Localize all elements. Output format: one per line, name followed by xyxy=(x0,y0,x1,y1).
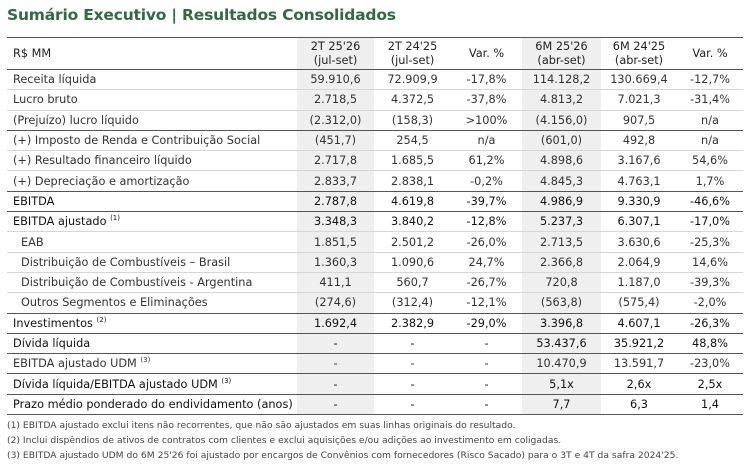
row-value: 4.607,1 xyxy=(601,313,677,333)
row-value: 2.713,5 xyxy=(522,232,601,252)
row-label: (Prejuízo) lucro líquido xyxy=(7,110,297,130)
row-value: 907,5 xyxy=(601,110,677,130)
row-value: 7.021,3 xyxy=(601,90,677,110)
footnote-3: (3) EBITDA ajustado UDM do 6M 25'26 foi ajustado por encargos de Convênios com fornecedores (Risco Sacado) para o 3T e 4T da safra 2024'25. xyxy=(7,450,679,462)
table-row xyxy=(7,354,743,374)
row-label: EAB xyxy=(7,232,297,252)
footnote-1: (1) EBITDA ajustado exclui itens não recorrentes, que não são ajustados em suas linhas originais do resultado. xyxy=(7,420,516,431)
row-value: 1.685,5 xyxy=(374,151,451,171)
row-value: 2.064,9 xyxy=(601,252,677,272)
row-value: 3.396,8 xyxy=(522,313,601,333)
table-row xyxy=(7,313,743,333)
row-value: - xyxy=(297,354,374,374)
table-row xyxy=(7,90,743,110)
header-6m2526: 6M 25'26 (abr-set) xyxy=(522,38,601,70)
page-title: Sumário Executivo | Resultados Consolidados xyxy=(7,6,396,24)
row-value: -26,0% xyxy=(451,232,522,252)
row-value: (312,4) xyxy=(374,293,451,313)
row-value: 9.330,9 xyxy=(601,191,677,211)
row-value: -31,4% xyxy=(677,90,743,110)
row-value: 61,2% xyxy=(451,151,522,171)
row-value: - xyxy=(374,374,451,394)
row-value: 130.669,4 xyxy=(601,70,677,90)
row-value: >100% xyxy=(451,110,522,130)
header-var-quarter: Var. % xyxy=(451,38,522,70)
row-value: 6.307,1 xyxy=(601,212,677,232)
row-value: 54,6% xyxy=(677,151,743,171)
row-value: - xyxy=(451,374,522,394)
header-unit: R$ MM xyxy=(7,38,297,70)
row-value: 6,3 xyxy=(601,394,677,414)
row-value: -17,0% xyxy=(677,212,743,232)
row-value: -26,3% xyxy=(677,313,743,333)
row-value: 3.840,2 xyxy=(374,212,451,232)
row-value: 1,4 xyxy=(677,394,743,414)
row-value: 48,8% xyxy=(677,333,743,353)
row-value: 411,1 xyxy=(297,272,374,292)
row-value: 53.437,6 xyxy=(522,333,601,353)
row-value: - xyxy=(374,394,451,414)
header-var-semester: Var. % xyxy=(677,38,743,70)
row-value: 4.372,5 xyxy=(374,90,451,110)
row-label: Lucro bruto xyxy=(7,90,297,110)
row-value: - xyxy=(297,394,374,414)
row-value: 72.909,9 xyxy=(374,70,451,90)
row-value: (2.312,0) xyxy=(297,110,374,130)
row-value: 3.630,6 xyxy=(601,232,677,252)
row-value: 2.366,8 xyxy=(522,252,601,272)
row-value: 4.763,1 xyxy=(601,171,677,191)
row-value: -12,8% xyxy=(451,212,522,232)
row-value: -12,1% xyxy=(451,293,522,313)
row-value: - xyxy=(374,354,451,374)
row-value: 59.910,6 xyxy=(297,70,374,90)
row-value: -26,7% xyxy=(451,272,522,292)
footnote-2: (2) Inclui dispêndios de ativos de contratos com clientes e exclui aquisições e/ou adições ao investimento em coligadas. xyxy=(7,435,562,447)
row-value: 560,7 xyxy=(374,272,451,292)
row-value: 2.787,8 xyxy=(297,191,374,211)
row-value: -23,0% xyxy=(677,354,743,374)
row-value: -12,7% xyxy=(677,70,743,90)
row-value: 2,5x xyxy=(677,374,743,394)
table-header-row xyxy=(7,38,743,70)
header-6m2425: 6M 24'25 (abr-set) xyxy=(601,38,677,70)
table-row xyxy=(7,333,743,353)
results-table xyxy=(7,37,743,415)
row-label: Dívida líquida/EBITDA ajustado UDM $^{(3)}$ xyxy=(7,374,297,394)
footnotes xyxy=(7,418,678,464)
row-value: -2,0% xyxy=(677,293,743,313)
row-label: Outros Segmentos e Eliminações xyxy=(7,293,297,313)
row-value: 3.348,3 xyxy=(297,212,374,232)
row-value: 13.591,7 xyxy=(601,354,677,374)
row-value: 2.382,9 xyxy=(374,313,451,333)
table-row xyxy=(7,191,743,211)
row-value: (601,0) xyxy=(522,130,601,150)
table-row xyxy=(7,70,743,90)
row-value: 5.237,3 xyxy=(522,212,601,232)
table-row xyxy=(7,130,743,150)
row-label: Receita líquida xyxy=(7,70,297,90)
row-value: 114.128,2 xyxy=(522,70,601,90)
row-value: n/a xyxy=(677,110,743,130)
row-value: 2.838,1 xyxy=(374,171,451,191)
row-value: -29,0% xyxy=(451,313,522,333)
row-value: 2.501,2 xyxy=(374,232,451,252)
row-value: (274,6) xyxy=(297,293,374,313)
row-value: 4.986,9 xyxy=(522,191,601,211)
row-value: n/a xyxy=(677,130,743,150)
row-value: - xyxy=(374,333,451,353)
row-value: 254,5 xyxy=(374,130,451,150)
table-row xyxy=(7,272,743,292)
row-value: 7,7 xyxy=(522,394,601,414)
row-value: 1.360,3 xyxy=(297,252,374,272)
row-value: -46,6% xyxy=(677,191,743,211)
row-label: Distribuição de Combustíveis - Argentina xyxy=(7,272,297,292)
row-value: (575,4) xyxy=(601,293,677,313)
row-label: (+) Resultado financeiro líquido xyxy=(7,151,297,171)
row-value: 1.851,5 xyxy=(297,232,374,252)
row-value: 720,8 xyxy=(522,272,601,292)
row-value: - xyxy=(451,333,522,353)
row-value: 4.898,6 xyxy=(522,151,601,171)
row-value: - xyxy=(451,354,522,374)
row-value: (4.156,0) xyxy=(522,110,601,130)
row-value: 10.470,9 xyxy=(522,354,601,374)
row-value: (158,3) xyxy=(374,110,451,130)
table-row xyxy=(7,212,743,232)
row-label: Investimentos $^{(2)}$ xyxy=(7,313,297,333)
row-value: (563,8) xyxy=(522,293,601,313)
row-label: EBITDA ajustado $^{(1)}$ xyxy=(7,212,297,232)
row-value: - xyxy=(297,374,374,394)
row-value: 14,6% xyxy=(677,252,743,272)
row-value: 1.187,0 xyxy=(601,272,677,292)
row-value: 1.692,4 xyxy=(297,313,374,333)
row-value: 4.813,2 xyxy=(522,90,601,110)
row-label: Distribuição de Combustíveis – Brasil xyxy=(7,252,297,272)
row-value: -39,7% xyxy=(451,191,522,211)
row-value: -17,8% xyxy=(451,70,522,90)
table-row xyxy=(7,394,743,414)
row-label: Prazo médio ponderado do endividamento (anos) xyxy=(7,394,297,414)
row-value: 4.845,3 xyxy=(522,171,601,191)
row-value: -39,3% xyxy=(677,272,743,292)
row-value: 35.921,2 xyxy=(601,333,677,353)
header-2t2425: 2T 24'25 (jul-set) xyxy=(374,38,451,70)
row-value: 24,7% xyxy=(451,252,522,272)
row-label: EBITDA ajustado UDM $^{(3)}$ xyxy=(7,354,297,374)
row-label: Dívida líquida xyxy=(7,333,297,353)
row-value: 2.717,8 xyxy=(297,151,374,171)
row-value: -0,2% xyxy=(451,171,522,191)
row-value: 5,1x xyxy=(522,374,601,394)
row-value: 2.833,7 xyxy=(297,171,374,191)
row-label: (+) Depreciação e amortização xyxy=(7,171,297,191)
row-label: EBITDA xyxy=(7,191,297,211)
row-value: n/a xyxy=(451,130,522,150)
row-value: 1.090,6 xyxy=(374,252,451,272)
table-row xyxy=(7,110,743,130)
row-value: 1,7% xyxy=(677,171,743,191)
row-value: 492,8 xyxy=(601,130,677,150)
row-value: -37,8% xyxy=(451,90,522,110)
row-value: 3.167,6 xyxy=(601,151,677,171)
row-value: 4.619,8 xyxy=(374,191,451,211)
row-value: - xyxy=(297,333,374,353)
table-row xyxy=(7,293,743,313)
table-row xyxy=(7,232,743,252)
row-value: 2.718,5 xyxy=(297,90,374,110)
row-value: -25,3% xyxy=(677,232,743,252)
table-row xyxy=(7,151,743,171)
row-value: 2,6x xyxy=(601,374,677,394)
row-value: - xyxy=(451,394,522,414)
header-2t2526: 2T 25'26 (jul-set) xyxy=(297,38,374,70)
table-row xyxy=(7,252,743,272)
table-row xyxy=(7,171,743,191)
row-value: (451,7) xyxy=(297,130,374,150)
row-label: (+) Imposto de Renda e Contribuição Social xyxy=(7,130,297,150)
table-row xyxy=(7,374,743,394)
